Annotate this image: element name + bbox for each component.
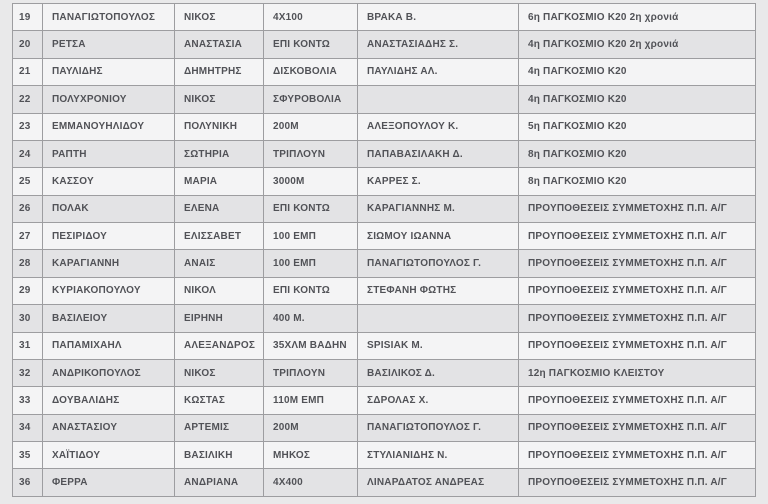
cell-distinction: ΠΡΟΥΠΟΘΕΣΕΙΣ ΣΥΜΜΕΤΟΧΗΣ Π.Π. Α/Γ (519, 414, 756, 441)
cell-number: 19 (13, 4, 43, 31)
table-row (13, 442, 756, 469)
cell-coach: ΠΑΥΛΙΔΗΣ ΑΛ. (358, 58, 519, 85)
cell-surname: ΠΑΝΑΓΙΩΤΟΠΟΥΛΟΣ (43, 4, 175, 31)
cell-surname: ΚΑΡΑΓΙΑΝΝΗ (43, 250, 175, 277)
cell-distinction: ΠΡΟΥΠΟΘΕΣΕΙΣ ΣΥΜΜΕΤΟΧΗΣ Π.Π. Α/Γ (519, 442, 756, 469)
table-row (13, 223, 756, 250)
cell-event: 100 ΕΜΠ (264, 250, 358, 277)
table-row (13, 140, 756, 167)
cell-surname: ΒΑΣΙΛΕΙΟΥ (43, 305, 175, 332)
cell-surname: ΑΝΑΣΤΑΣΙΟΥ (43, 414, 175, 441)
cell-distinction: ΠΡΟΥΠΟΘΕΣΕΙΣ ΣΥΜΜΕΤΟΧΗΣ Π.Π. Α/Γ (519, 195, 756, 222)
cell-event: ΔΙΣΚΟΒΟΛΙΑ (264, 58, 358, 85)
cell-number: 35 (13, 442, 43, 469)
cell-firstname: ΑΝΑΣΤΑΣΙΑ (175, 31, 264, 58)
cell-distinction: ΠΡΟΥΠΟΘΕΣΕΙΣ ΣΥΜΜΕΤΟΧΗΣ Π.Π. Α/Γ (519, 305, 756, 332)
cell-firstname: ΝΙΚΟΣ (175, 4, 264, 31)
table-row (13, 305, 756, 332)
cell-surname: ΠΕΣΙΡΙΔΟΥ (43, 223, 175, 250)
cell-event: 110M ΕΜΠ (264, 387, 358, 414)
cell-surname: ΔΟΥΒΑΛΙΔΗΣ (43, 387, 175, 414)
cell-number: 25 (13, 168, 43, 195)
cell-coach: ΣΙΩΜΟΥ ΙΩΑΝΝΑ (358, 223, 519, 250)
cell-firstname: ΕΛΙΣΣΑΒΕΤ (175, 223, 264, 250)
cell-distinction: 5η ΠΑΓΚΟΣΜΙΟ Κ20 (519, 113, 756, 140)
cell-event: 4X100 (264, 4, 358, 31)
cell-coach: ΠΑΝΑΓΙΩΤΟΠΟΥΛΟΣ Γ. (358, 414, 519, 441)
cell-firstname: ΜΑΡΙΑ (175, 168, 264, 195)
athletes-table-body (13, 4, 756, 497)
cell-event: 3000M (264, 168, 358, 195)
table-row (13, 332, 756, 359)
cell-distinction: ΠΡΟΥΠΟΘΕΣΕΙΣ ΣΥΜΜΕΤΟΧΗΣ Π.Π. Α/Γ (519, 277, 756, 304)
cell-distinction: 4η ΠΑΓΚΟΣΜΙΟ Κ20 2η χρονιά (519, 31, 756, 58)
cell-surname: ΚΥΡΙΑΚΟΠΟΥΛΟΥ (43, 277, 175, 304)
table-row (13, 168, 756, 195)
cell-surname: ΑΝΔΡΙΚΟΠΟΥΛΟΣ (43, 359, 175, 386)
table-row (13, 469, 756, 497)
cell-firstname: ΠΟΛΥΝΙΚΗ (175, 113, 264, 140)
athletes-table-container (12, 3, 756, 497)
cell-firstname: ΑΡΤΕΜΙΣ (175, 414, 264, 441)
cell-number: 29 (13, 277, 43, 304)
cell-surname: ΡΑΠΤΗ (43, 140, 175, 167)
cell-coach (358, 86, 519, 113)
cell-surname: ΠΟΛΑΚ (43, 195, 175, 222)
cell-coach: ΠΑΝΑΓΙΩΤΟΠΟΥΛΟΣ Γ. (358, 250, 519, 277)
cell-event: ΣΦΥΡΟΒΟΛΙΑ (264, 86, 358, 113)
table-row (13, 250, 756, 277)
table-row (13, 414, 756, 441)
cell-number: 26 (13, 195, 43, 222)
cell-number: 31 (13, 332, 43, 359)
cell-surname: ΦΕΡΡΑ (43, 469, 175, 497)
cell-distinction: 4η ΠΑΓΚΟΣΜΙΟ Κ20 (519, 58, 756, 85)
cell-number: 36 (13, 469, 43, 497)
cell-coach: ΒΑΣΙΛΙΚΟΣ Δ. (358, 359, 519, 386)
table-row (13, 31, 756, 58)
table-row (13, 195, 756, 222)
cell-event: ΕΠΙ ΚΟΝΤΩ (264, 277, 358, 304)
cell-surname: ΠΑΠΑΜΙΧΑΗΛ (43, 332, 175, 359)
cell-distinction: ΠΡΟΥΠΟΘΕΣΕΙΣ ΣΥΜΜΕΤΟΧΗΣ Π.Π. Α/Γ (519, 332, 756, 359)
cell-coach (358, 305, 519, 332)
cell-number: 22 (13, 86, 43, 113)
cell-distinction: 6η ΠΑΓΚΟΣΜΙΟ Κ20 2η χρονιά (519, 4, 756, 31)
cell-firstname: ΝΙΚΟΛ (175, 277, 264, 304)
cell-surname: ΧΑΪΤΙΔΟΥ (43, 442, 175, 469)
athletes-table (12, 3, 756, 497)
cell-surname: ΚΑΣΣΟΥ (43, 168, 175, 195)
cell-number: 21 (13, 58, 43, 85)
cell-firstname: ΕΛΕΝΑ (175, 195, 264, 222)
cell-surname: ΠΑΥΛΙΔΗΣ (43, 58, 175, 85)
cell-number: 33 (13, 387, 43, 414)
cell-coach: ΑΛΕΞΟΠΟΥΛΟΥ Κ. (358, 113, 519, 140)
cell-event: ΤΡΙΠΛΟΥΝ (264, 140, 358, 167)
cell-number: 28 (13, 250, 43, 277)
cell-firstname: ΝΙΚΟΣ (175, 359, 264, 386)
cell-firstname: ΒΑΣΙΛΙΚΗ (175, 442, 264, 469)
cell-distinction: ΠΡΟΥΠΟΘΕΣΕΙΣ ΣΥΜΜΕΤΟΧΗΣ Π.Π. Α/Γ (519, 223, 756, 250)
cell-coach: ΣΤΕΦΑΝΗ ΦΩΤΗΣ (358, 277, 519, 304)
cell-event: 4X400 (264, 469, 358, 497)
cell-distinction: ΠΡΟΥΠΟΘΕΣΕΙΣ ΣΥΜΜΕΤΟΧΗΣ Π.Π. Α/Γ (519, 469, 756, 497)
cell-distinction: 8η ΠΑΓΚΟΣΜΙΟ Κ20 (519, 140, 756, 167)
cell-distinction: ΠΡΟΥΠΟΘΕΣΕΙΣ ΣΥΜΜΕΤΟΧΗΣ Π.Π. Α/Γ (519, 387, 756, 414)
cell-event: 35ΧΛΜ ΒΑΔΗΝ (264, 332, 358, 359)
table-row (13, 4, 756, 31)
cell-number: 24 (13, 140, 43, 167)
table-row (13, 277, 756, 304)
cell-coach: ΛΙΝΑΡΔΑΤΟΣ ΑΝΔΡΕΑΣ (358, 469, 519, 497)
cell-firstname: ΕΙΡΗΝΗ (175, 305, 264, 332)
table-row (13, 387, 756, 414)
cell-distinction: 8η ΠΑΓΚΟΣΜΙΟ Κ20 (519, 168, 756, 195)
cell-surname: ΕΜΜΑΝΟΥΗΛΙΔΟΥ (43, 113, 175, 140)
cell-firstname: ΔΗΜΗΤΡΗΣ (175, 58, 264, 85)
cell-coach: ΒΡΑΚΑ Β. (358, 4, 519, 31)
cell-event: ΤΡΙΠΛΟΥΝ (264, 359, 358, 386)
cell-firstname: ΣΩΤΗΡΙΑ (175, 140, 264, 167)
cell-distinction: 12η ΠΑΓΚΟΣΜΙΟ ΚΛΕΙΣΤΟΥ (519, 359, 756, 386)
cell-firstname: ΑΛΕΞΑΝΔΡΟΣ (175, 332, 264, 359)
cell-firstname: ΑΝΑΙΣ (175, 250, 264, 277)
cell-coach: ΚΑΡΑΓΙΑΝΝΗΣ Μ. (358, 195, 519, 222)
cell-event: 100 ΕΜΠ (264, 223, 358, 250)
cell-event: 400 M. (264, 305, 358, 332)
cell-surname: ΠΟΛΥΧΡΟΝΙΟΥ (43, 86, 175, 113)
cell-number: 32 (13, 359, 43, 386)
table-row (13, 113, 756, 140)
cell-event: ΕΠΙ ΚΟΝΤΩ (264, 195, 358, 222)
cell-event: 200M (264, 113, 358, 140)
cell-coach: SPISIAK M. (358, 332, 519, 359)
cell-coach: ΣΤΥΛΙΑΝΙΔΗΣ Ν. (358, 442, 519, 469)
cell-distinction: ΠΡΟΥΠΟΘΕΣΕΙΣ ΣΥΜΜΕΤΟΧΗΣ Π.Π. Α/Γ (519, 250, 756, 277)
table-row (13, 359, 756, 386)
cell-coach: ΣΔΡΟΛΑΣ Χ. (358, 387, 519, 414)
cell-surname: ΡΕΤΣΑ (43, 31, 175, 58)
cell-event: 200M (264, 414, 358, 441)
cell-number: 34 (13, 414, 43, 441)
cell-event: ΕΠΙ ΚΟΝΤΩ (264, 31, 358, 58)
cell-number: 30 (13, 305, 43, 332)
cell-firstname: ΑΝΔΡΙΑΝΑ (175, 469, 264, 497)
cell-number: 27 (13, 223, 43, 250)
cell-coach: ΑΝΑΣΤΑΣΙΑΔΗΣ Σ. (358, 31, 519, 58)
cell-coach: ΠΑΠΑΒΑΣΙΛΑΚΗ Δ. (358, 140, 519, 167)
cell-number: 23 (13, 113, 43, 140)
cell-coach: ΚΑΡΡΕΣ Σ. (358, 168, 519, 195)
cell-firstname: ΝΙΚΟΣ (175, 86, 264, 113)
cell-number: 20 (13, 31, 43, 58)
cell-event: ΜΗΚΟΣ (264, 442, 358, 469)
table-row (13, 86, 756, 113)
cell-distinction: 4η ΠΑΓΚΟΣΜΙΟ Κ20 (519, 86, 756, 113)
cell-firstname: ΚΩΣΤΑΣ (175, 387, 264, 414)
table-row (13, 58, 756, 85)
